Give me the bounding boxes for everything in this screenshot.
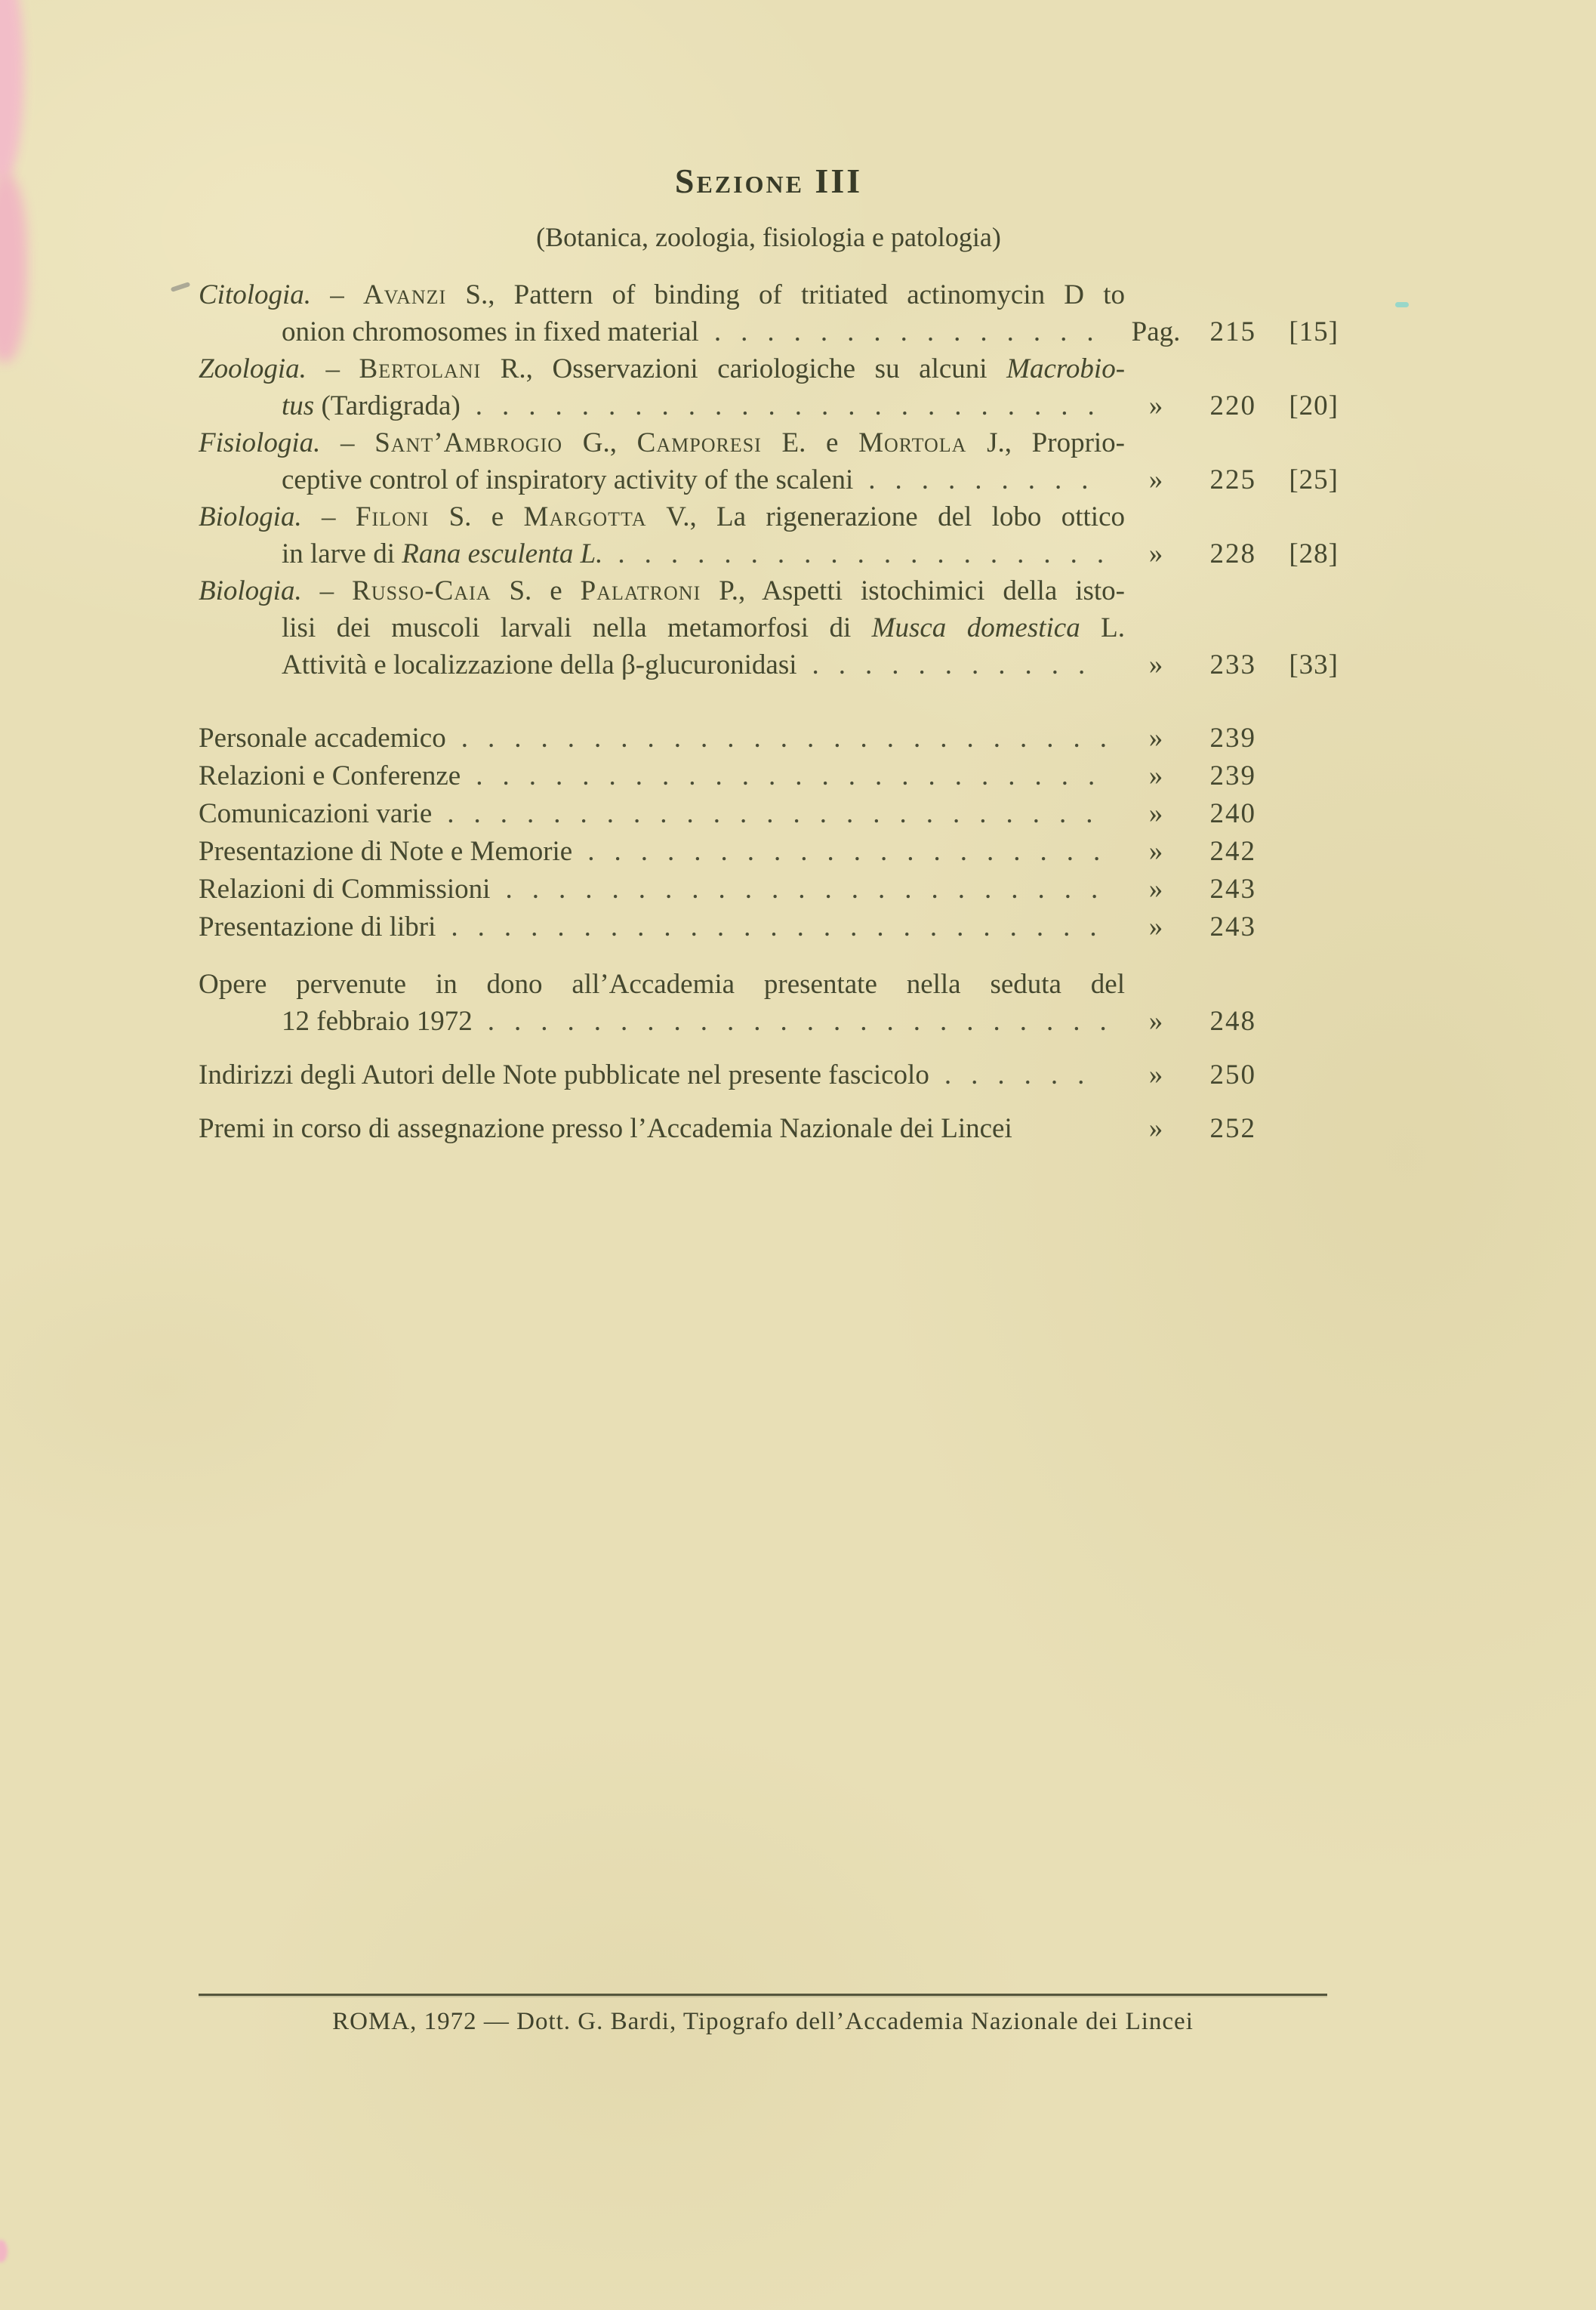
row-label: Presentazione di Note e Memorie: [199, 836, 573, 867]
footer-rule: [199, 1994, 1327, 1996]
text-segment: E. e: [761, 427, 859, 458]
text-segment: S. e: [491, 575, 581, 606]
page-number: 243: [1209, 874, 1256, 905]
page-label: Pag.: [1131, 316, 1181, 347]
page-content: [199, 160, 1339, 1147]
toc-entry-last-line: [199, 535, 1339, 572]
toc-closing-list: [199, 966, 1339, 1147]
toc-entry-last-line: [199, 1110, 1339, 1147]
text-segment: Camporesi: [636, 427, 762, 458]
text-segment: onion chromosomes in fixed material: [282, 316, 699, 347]
teal-speck: [1395, 302, 1409, 307]
toc-entry-last-line: [199, 387, 1339, 424]
entry-text: [199, 535, 602, 572]
toc-entry: [199, 572, 1339, 683]
text-segment: Sant’Ambrogio: [374, 427, 563, 458]
text-segment: Macrobio-: [1006, 353, 1126, 384]
dot-leader: [461, 720, 1105, 757]
entry-text: [199, 1110, 1012, 1147]
toc-entry-last-line: [199, 646, 1339, 683]
page-number: 233: [1209, 649, 1256, 680]
page-number: 215: [1209, 316, 1256, 347]
text-segment: Opere pervenute in dono all’Accademia presentate nella seduta del: [199, 969, 1125, 1000]
page-label: »: [1148, 874, 1163, 905]
text-segment: Biologia.: [199, 575, 302, 606]
page-label: »: [1148, 649, 1163, 680]
text-segment: Attività e localizzazione della β-glucuronidasi: [282, 649, 797, 680]
dot-leader: [944, 1056, 1105, 1093]
footer: [199, 1994, 1327, 2036]
text-segment: S., Pattern of binding of tritiated actinomycin D to: [446, 279, 1125, 310]
page-label: »: [1148, 798, 1163, 829]
entry-text: [199, 313, 699, 350]
text-segment: Mortola: [858, 427, 967, 458]
text-segment: Fisiologia.: [199, 427, 321, 458]
toc-entry-last-line: [199, 461, 1339, 498]
page-label: »: [1148, 1006, 1163, 1037]
text-segment: Bertolani: [359, 353, 482, 384]
toc-row: [199, 871, 1339, 908]
dot-leader: [714, 313, 1105, 350]
page-number: 228: [1209, 538, 1256, 569]
entry-text: [199, 1003, 473, 1040]
row-label: Presentazione di libri: [199, 911, 436, 942]
text-segment: Avanzi: [362, 279, 447, 310]
toc-entry-line: [199, 609, 1339, 646]
toc-entry: [199, 350, 1339, 424]
bracket-number: [15]: [1289, 316, 1339, 347]
text-segment: Margotta: [523, 501, 647, 532]
entry-text: [199, 1056, 929, 1093]
text-segment: L.: [1080, 612, 1125, 643]
toc-entry: [199, 966, 1339, 1040]
dot-leader: [812, 646, 1106, 683]
text-segment: V., La rigenerazione del lobo ottico: [646, 501, 1126, 532]
text-segment: Rana esculenta L.: [402, 538, 603, 569]
toc-row: [199, 757, 1339, 795]
toc-entry-line: [199, 966, 1339, 1003]
page-number: 239: [1209, 760, 1256, 791]
bracket-number: [25]: [1289, 464, 1339, 495]
bracket-number: [28]: [1289, 538, 1339, 569]
toc-entry-line: [199, 424, 1339, 461]
text-segment: S. e: [429, 501, 524, 532]
toc-entry: [199, 276, 1339, 350]
row-label: Relazioni e Conferenze: [199, 760, 461, 791]
section-subtitle: (Botanica, zoologia, fisiologia e patologia): [536, 222, 1001, 252]
text-segment: 12 febbraio 1972: [282, 1006, 473, 1037]
pink-speck-bottom: [0, 2240, 8, 2262]
text-segment: J., Proprio-: [966, 427, 1125, 458]
page-label: »: [1148, 760, 1163, 791]
page-number: 242: [1209, 836, 1256, 867]
row-label: Personale accademico: [199, 723, 446, 754]
page-label: »: [1148, 538, 1163, 569]
page-number: 248: [1209, 1006, 1256, 1037]
imprint-text: ROMA, 1972 — Dott. G. Bardi, Tipografo dell’Accademia Nazionale dei Lincei: [332, 2008, 1194, 2035]
toc-entry: [199, 424, 1339, 498]
text-segment: G.,: [562, 427, 637, 458]
text-segment: Zoologia.: [199, 353, 307, 384]
toc-entry-last-line: [199, 1056, 1339, 1093]
toc-entry-last-line: [199, 1003, 1339, 1040]
dot-leader: [451, 908, 1105, 946]
text-segment: lisi dei muscoli larvali nella metamorfosi di: [282, 612, 872, 643]
text-segment: –: [306, 353, 359, 384]
text-segment: –: [311, 279, 363, 310]
bracket-number: [33]: [1289, 649, 1339, 680]
toc-entry-line: [199, 498, 1339, 535]
text-segment: –: [301, 501, 356, 532]
pink-stain-upper: [0, 174, 27, 362]
page-label: »: [1148, 1113, 1163, 1144]
entry-text: [199, 461, 853, 498]
dot-leader: [587, 833, 1105, 871]
section-title: Sezione III: [674, 162, 863, 200]
entry-text: [199, 646, 797, 683]
toc-row: [199, 795, 1339, 833]
toc-entry-line: [199, 276, 1339, 313]
page-number: 220: [1209, 390, 1256, 421]
text-segment: Premi in corso di assegnazione presso l’Accademia Nazionale dei Lincei: [199, 1113, 1012, 1144]
pencil-mark: [171, 282, 191, 292]
page-number: 250: [1209, 1059, 1256, 1090]
text-segment: Palatroni: [580, 575, 701, 606]
row-label: Comunicazioni varie: [199, 798, 433, 829]
toc-row: [199, 833, 1339, 871]
text-segment: –: [301, 575, 353, 606]
text-segment: (Tardigrada): [314, 390, 461, 421]
page-number: 240: [1209, 798, 1256, 829]
toc-entry: [199, 1110, 1339, 1147]
toc-row: [199, 908, 1339, 946]
text-segment: Citologia.: [199, 279, 312, 310]
text-segment: Indirizzi degli Autori delle Note pubblicate nel presente fascicolo: [199, 1059, 929, 1090]
page-label: »: [1148, 390, 1163, 421]
entry-text: [199, 387, 461, 424]
dot-leader: [868, 461, 1105, 498]
toc-entry: [199, 1056, 1339, 1093]
text-segment: Russo-Caia: [352, 575, 491, 606]
page-label: »: [1148, 723, 1163, 754]
page-number: 225: [1209, 464, 1256, 495]
dot-leader: [505, 871, 1105, 908]
text-segment: Musca domestica: [871, 612, 1080, 643]
text-segment: –: [320, 427, 375, 458]
page-label: »: [1148, 836, 1163, 867]
text-segment: in larve di: [282, 538, 402, 569]
page-label: »: [1148, 1059, 1163, 1090]
dot-leader: [476, 387, 1105, 424]
dot-leader: [488, 1003, 1105, 1040]
toc-main-list: [199, 276, 1339, 683]
toc-entry-last-line: [199, 313, 1339, 350]
page-number: 239: [1209, 723, 1256, 754]
text-segment: P., Aspetti istochimici della isto-: [701, 575, 1126, 606]
text-segment: Filoni: [355, 501, 430, 532]
dot-leader: [618, 535, 1105, 572]
bracket-number: [20]: [1289, 390, 1339, 421]
text-segment: Biologia.: [199, 501, 302, 532]
text-segment: ceptive control of inspiratory activity of the scaleni: [282, 464, 854, 495]
text-segment: tus: [282, 390, 315, 421]
text-segment: R., Osservazioni cariologiche su alcuni: [481, 353, 1007, 384]
pink-stain-top: [0, 0, 24, 181]
toc-row: [199, 720, 1339, 757]
toc-entry-line: [199, 350, 1339, 387]
toc-entry-line: [199, 572, 1339, 609]
toc-entry: [199, 498, 1339, 572]
page-number: 252: [1209, 1113, 1256, 1144]
page-label: »: [1148, 464, 1163, 495]
row-label: Relazioni di Commissioni: [199, 874, 491, 905]
dot-leader: [447, 795, 1105, 833]
toc-general-list: [199, 720, 1339, 946]
page-label: »: [1148, 911, 1163, 942]
dot-leader: [476, 757, 1105, 795]
page-number: 243: [1209, 911, 1256, 942]
